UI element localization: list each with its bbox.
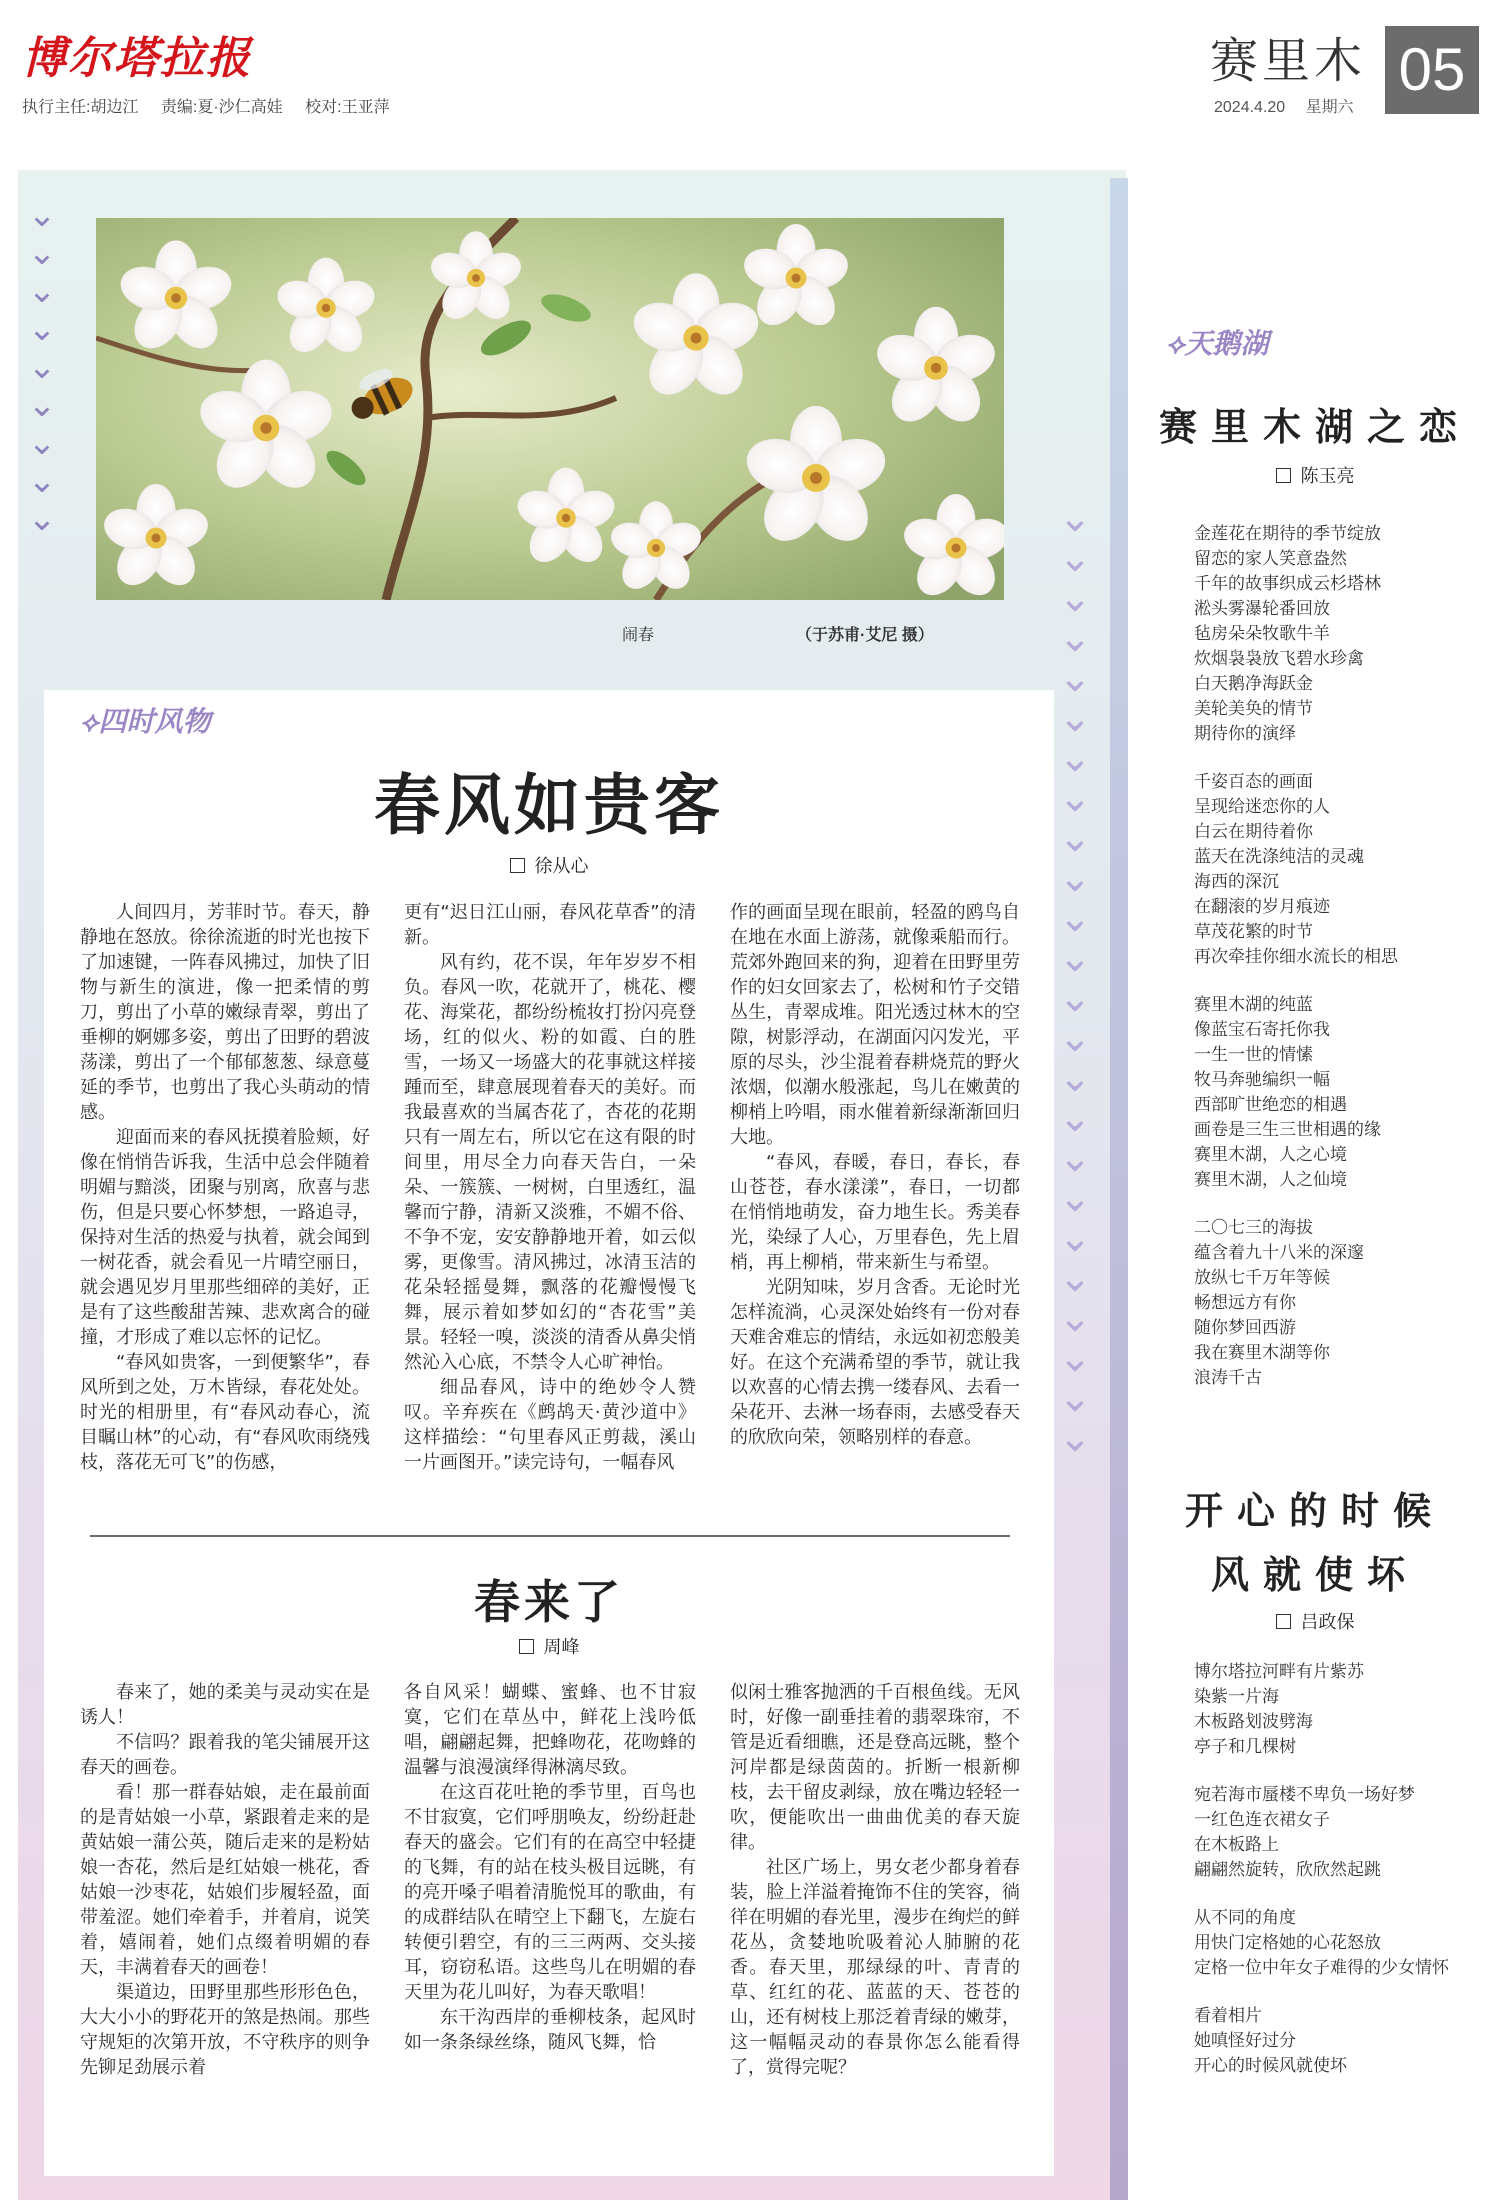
article2-title: 春来了 bbox=[474, 1575, 624, 1629]
poem1-body bbox=[1194, 522, 1484, 1391]
poem-line: 千姿百态的画面 bbox=[1194, 772, 1313, 792]
issue-date bbox=[1214, 94, 1370, 117]
article2-column-2 bbox=[404, 1680, 696, 2055]
poem-line: 美轮美奂的情节 bbox=[1194, 699, 1313, 719]
poem-line: 期待你的演绎 bbox=[1194, 724, 1296, 744]
poem-line: 浪涛千古 bbox=[1194, 1368, 1262, 1388]
article1-paragraph: 更有“迟日江山丽，春风花草香”的清新。 bbox=[404, 902, 696, 948]
article2-paragraph: 在这百花吐艳的季节里，百鸟也不甘寂寞，它们呼朋唤友，纷纷赶赴春天的盛会。它们有的在高空中轻捷的飞舞，有的站在枝头极目远眺，有的亮开嗓子唱着清脆悦耳的歌曲，有的成群结队在晴空上下翻飞，左旋右转便引碧空，有的三三两两、交头接耳，窃窃私语。这些鸟儿在明媚的春天里为花儿叫好，为春天歌唱！ bbox=[404, 1782, 696, 2003]
poem-line: 呈现给迷恋你的人 bbox=[1194, 797, 1330, 817]
poem-line: 海西的深沉 bbox=[1194, 872, 1279, 892]
column-tag-sishi bbox=[80, 700, 211, 740]
article2-paragraph: 社区广场上，男女老少都身着春装，脸上洋溢着掩饰不住的笑容，徜徉在明媚的春光里，漫步在绚烂的鲜花丛，贪婪地吮吸着沁人肺腑的花香。春天里，那绿绿的叶、青青的草、红红的花、蓝蓝的天、苍苍的山，还有树枝上那泛着青绿的嫩芽，这一幅幅灵动的春景你怎么能看得了，赏得完呢？ bbox=[730, 1857, 1020, 2078]
poem-line: 畅想远方有你 bbox=[1194, 1293, 1296, 1313]
article1-column-2 bbox=[404, 900, 696, 1475]
column-tag-label: 四时风物 bbox=[98, 705, 211, 738]
article2-paragraph: 似闲士雅客抛洒的千百根鱼线。无风时，好像一副垂挂着的翡翠珠帘，不管是近看细瞧，还是登高远眺，整个河岸都是绿茵茵的。折断一根新柳枝，去干留皮剥绿，放在嘴边轻轻一吹，便能吹出一曲曲优美的春天旋律。 bbox=[730, 1682, 1020, 1853]
column-tag-tiane bbox=[1166, 322, 1269, 362]
poem-line: 赛里木湖，人之心境 bbox=[1194, 1145, 1347, 1165]
poem-line: 赛里木湖，人之仙境 bbox=[1194, 1170, 1347, 1190]
poem-line: 在木板路上 bbox=[1194, 1835, 1279, 1855]
poem-line: 从不同的角度 bbox=[1194, 1908, 1296, 1928]
poem-line: 我在赛里木湖等你 bbox=[1194, 1343, 1330, 1363]
poem-line: 开心的时候风就使坏 bbox=[1194, 2056, 1347, 2076]
chevron-decoration-right: ⌄ ⌄ ⌄ ⌄ ⌄ ⌄ ⌄ ⌄ ⌄ ⌄ ⌄ ⌄ ⌄ ⌄ ⌄ ⌄ ⌄ ⌄ ⌄ ⌄ ⌄ ⌄ ⌄ ⌄ bbox=[1058, 495, 1092, 1461]
poem-line: 她嗔怪好过分 bbox=[1194, 2031, 1296, 2051]
poem-line: 再次牵挂你细水流长的相思 bbox=[1194, 947, 1398, 967]
article1-column-3 bbox=[730, 900, 1020, 1450]
poem1-title: 赛里木湖之恋 bbox=[1158, 404, 1471, 449]
poem-line: 用快门定格她的心花怒放 bbox=[1194, 1933, 1381, 1953]
poem1-byline bbox=[1150, 462, 1480, 488]
newspaper-logo: 博尔塔拉报 bbox=[22, 33, 252, 84]
poem-line: 牧马奔驰编织一幅 bbox=[1194, 1070, 1330, 1090]
poem-line: 一红色连衣裙女子 bbox=[1194, 1810, 1330, 1830]
credit-proofreader: 校对:王亚萍 bbox=[305, 99, 390, 116]
article2-paragraph: 春来了，她的柔美与灵动实在是诱人！ bbox=[80, 1682, 370, 1728]
poem-line: 放纵七千万年等候 bbox=[1194, 1268, 1330, 1288]
panel-edge-stripe bbox=[1110, 178, 1128, 2200]
article1-paragraph: “春风如贵客，一到便繁华”，春风所到之处，万木皆绿，春花处处。时光的相册里，有“春风动春心，流目瞩山林”的心动，有“春风吹雨绕残枝，落花无可飞”的伤感， bbox=[80, 1352, 370, 1473]
poem-line: 一生一世的情愫 bbox=[1194, 1045, 1313, 1065]
article2-paragraph: 各自风采！蝴蝶、蜜蜂、也不甘寂寞，它们在草丛中，鲜花上浅吟低唱，翩翩起舞，把蜂吻花，花吻蜂的温馨与浪漫演绎得淋漓尽致。 bbox=[404, 1682, 696, 1778]
poem-line: 宛若海市蜃楼不卑负一场好梦 bbox=[1194, 1785, 1415, 1805]
byline-box-icon bbox=[1276, 468, 1291, 483]
article2-paragraph: 不信吗？跟着我的笔尖铺展开这春天的画卷。 bbox=[80, 1732, 370, 1778]
stanza-gap bbox=[1194, 1883, 1484, 1906]
column-tag-label: 天鹅湖 bbox=[1184, 327, 1269, 360]
article2-byline bbox=[44, 1633, 1054, 1659]
poem-line: 千年的故事织成云杉塔林 bbox=[1194, 574, 1381, 594]
poem-line: 博尔塔拉河畔有片紫苏 bbox=[1194, 1662, 1364, 1682]
poem-line: 淞头雾瀑轮番回放 bbox=[1194, 599, 1330, 619]
page-number: 05 bbox=[1385, 26, 1479, 114]
poem-line: 毡房朵朵牧歌牛羊 bbox=[1194, 624, 1330, 644]
poem-line: 蓝天在洗涤纯洁的灵魂 bbox=[1194, 847, 1364, 867]
article2-column-1 bbox=[80, 1680, 370, 2080]
poem-line: 白云在期待着你 bbox=[1194, 822, 1313, 842]
poem-line: 定格一位中年女子难得的少女情怀 bbox=[1194, 1958, 1449, 1978]
stanza-gap bbox=[1194, 1193, 1484, 1216]
stanza-gap bbox=[1194, 1981, 1484, 2004]
stanza-gap bbox=[1194, 747, 1484, 770]
date-text: 2024.4.20 bbox=[1214, 99, 1286, 116]
poem-line: 在翻滚的岁月痕迹 bbox=[1194, 897, 1330, 917]
stanza-gap bbox=[1194, 1760, 1484, 1783]
article2-paragraph: 渠道边，田野里那些形形色色，大大小小的野花开的煞是热闹。那些守规矩的次第开放，不守秩序的则争先铆足劲展示着 bbox=[80, 1982, 370, 2078]
poem-line: 看着相片 bbox=[1194, 2006, 1262, 2026]
weekday-text: 星期六 bbox=[1305, 99, 1354, 116]
editor-credits bbox=[22, 94, 408, 117]
photo-credit: （于苏甫·艾尼 摄） bbox=[796, 627, 934, 644]
byline-box-icon bbox=[1276, 1614, 1291, 1629]
article1-column-1 bbox=[80, 900, 370, 1475]
blossom-bee-photo bbox=[96, 218, 1004, 600]
poem-line: 西部旷世绝恋的相遇 bbox=[1194, 1095, 1347, 1115]
article2-paragraph: 东干沟西岸的垂柳枝条，起风时如一条条绿丝绦，随风飞舞，恰 bbox=[404, 2007, 696, 2053]
poem-line: 金莲花在期待的季节绽放 bbox=[1194, 524, 1381, 544]
stanza-gap bbox=[1194, 970, 1484, 993]
article1-paragraph: 风有约，花不误，年年岁岁不相负。春风一吹，花就开了，桃花、樱花、海棠花，都纷纷梳妆打扮闪亮登场，红的似火、粉的如霞、白的胜雪，一场又一场盛大的花事就这样接踵而至，肆意展现着春天的美好。而我最喜欢的当属杏花了，杏花的花期只有一周左右，所以它在这有限的时间里，用尽全力向春天告白，一朵朵、一簇簇、一树树，白里透红，温馨而宁静，清新又淡雅，不媚不俗、不争不宠，安安静静地开着，如云似雾，更像雪。清风拂过，冰清玉洁的花朵轻摇曼舞，飘落的花瓣慢慢飞舞，展示着如梦如幻的“杏花雪”美景。轻轻一嗅，淡淡的清香从鼻尖悄然沁入心底，不禁令人心旷神怡。 bbox=[404, 952, 696, 1373]
poem2-byline bbox=[1150, 1608, 1480, 1634]
chevron-decoration-left: ⌄ ⌄ ⌄ ⌄ ⌄ ⌄ ⌄ ⌄ ⌄ bbox=[27, 195, 57, 539]
credit-duty-editor: 责编:夏·沙仁高娃 bbox=[160, 99, 283, 116]
poem-line: 草茂花繁的时节 bbox=[1194, 922, 1313, 942]
poem2-author: 吕政保 bbox=[1300, 1612, 1355, 1632]
article-divider bbox=[90, 1535, 1010, 1537]
article1-paragraph: 迎面而来的春风抚摸着脸颊，好像在悄悄告诉我，生活中总会伴随着明媚与黯淡，团聚与别离，欣喜与悲伤，但是只要心怀梦想，一路追寻，保持对生活的热爱与执着，就会闻到一树花香，就会看见一片晴空丽日，就会遇见岁月里那些细碎的美好，正是有了这些酸甜苦辣、悲欢离合的碰撞，才形成了难以忘怀的记忆。 bbox=[80, 1127, 370, 1348]
article1-paragraph: 细品春风，诗中的绝妙令人赞叹。辛弃疾在《鹧鸪天·黄沙道中》这样描绘：“句里春风正剪裁，溪山一片画图开。”读完诗句，一幅春风 bbox=[404, 1377, 696, 1473]
poem-line: 二〇七三的海拔 bbox=[1194, 1218, 1313, 1238]
column-tag-icon: ⟡ bbox=[80, 705, 99, 738]
article2-author: 周峰 bbox=[543, 1637, 580, 1657]
article2-paragraph: 看！那一群春姑娘，走在最前面的是青姑娘一小草，紧跟着走来的是黄姑娘一蒲公英，随后走来的是粉姑娘一杏花，然后是红姑娘一桃花，香姑娘一沙枣花，姑娘们步履轻盈，面带羞涩。她们牵着手，并着肩，说笑着，嬉闹着，她们点缀着明媚的春天，丰满着春天的画卷！ bbox=[80, 1782, 370, 1978]
poem-line: 留恋的家人笑意盎然 bbox=[1194, 549, 1347, 569]
poem-line: 木板路划波劈海 bbox=[1194, 1712, 1313, 1732]
photo-caption-title: 闹春 bbox=[622, 627, 655, 644]
poem2-title-line1: 开心的时候 bbox=[1184, 1488, 1445, 1533]
article1-author: 徐从心 bbox=[534, 856, 589, 876]
poem-line: 白天鹅净海跃金 bbox=[1194, 674, 1313, 694]
poem-line: 像蓝宝石寄托你我 bbox=[1194, 1020, 1330, 1040]
column-tag-icon: ⟡ bbox=[1166, 327, 1185, 360]
credit-chief-editor: 执行主任:胡边江 bbox=[22, 99, 139, 116]
poem-line: 画卷是三生三世相遇的缘 bbox=[1194, 1120, 1381, 1140]
poem-line: 亭子和几棵树 bbox=[1194, 1737, 1296, 1757]
poem-line: 随你梦回西游 bbox=[1194, 1318, 1296, 1338]
poem1-author: 陈玉亮 bbox=[1300, 466, 1355, 486]
poem-line: 染紫一片海 bbox=[1194, 1687, 1279, 1707]
article1-byline bbox=[44, 852, 1054, 878]
article2-column-3 bbox=[730, 1680, 1020, 2080]
poem-line: 炊烟袅袅放飞碧水珍禽 bbox=[1194, 649, 1364, 669]
article1-paragraph: 人间四月，芳菲时节。春天，静静地在怒放。徐徐流逝的时光也按下了加速键，一阵春风拂过，加快了旧物与新生的演进，像一把柔情的剪刀，剪出了小草的嫩绿青翠，剪出了垂柳的婀娜多姿，剪出了田野的碧波荡漾，剪出了一个郁郁葱葱、绿意蔓延的季节，也剪出了我心头萌动的情感。 bbox=[80, 902, 370, 1123]
article1-paragraph: 作的画面呈现在眼前，轻盈的鸥鸟自在地在水面上游荡，就像乘船而行。荒郊外跑回来的狗，迎着在田野里劳作的妇女回家去了，松树和竹子交错丛生，青翠成堆。阳光透过林木的空隙，树影浮动，在湖面闪闪发光，平原的尽头，沙尘混着春耕烧荒的野火浓烟，似潮水般涨起，鸟儿在嫩黄的柳梢上吟唱，雨水催着新绿渐渐回归大地。 bbox=[730, 902, 1020, 1148]
byline-box-icon bbox=[510, 858, 525, 873]
poem-line: 赛里木湖的纯蓝 bbox=[1194, 995, 1313, 1015]
poem2-body bbox=[1194, 1660, 1484, 2079]
section-name: 赛里木 bbox=[1210, 35, 1367, 88]
article1-title: 春风如贵客 bbox=[374, 766, 724, 844]
article1-paragraph: “春风，春暖，春日，春长，春山苍苍，春水漾漾”，春日，一切都在悄悄地萌发，奋力地生长。秀美春光，染绿了人心，万里春色，先上眉梢，再上柳梢，带来新生与希望。 bbox=[730, 1152, 1020, 1273]
article1-paragraph: 光阴知味，岁月含香。无论时光怎样流淌，心灵深处始终有一份对春天难舍难忘的情结，永远如初恋般美好。在这个充满希望的季节，就让我以欢喜的心情去携一缕春风、去看一朵花开、去淋一场春雨，去感受春天的欣欣向荣，领略别样的春意。 bbox=[730, 1277, 1020, 1448]
poem2-title-line2: 风就使坏 bbox=[1210, 1552, 1419, 1597]
poem-line: 翩翩然旋转，欣欣然起跳 bbox=[1194, 1860, 1381, 1880]
poem-line: 蕴含着九十八米的深邃 bbox=[1194, 1243, 1364, 1263]
byline-box-icon bbox=[519, 1639, 534, 1654]
